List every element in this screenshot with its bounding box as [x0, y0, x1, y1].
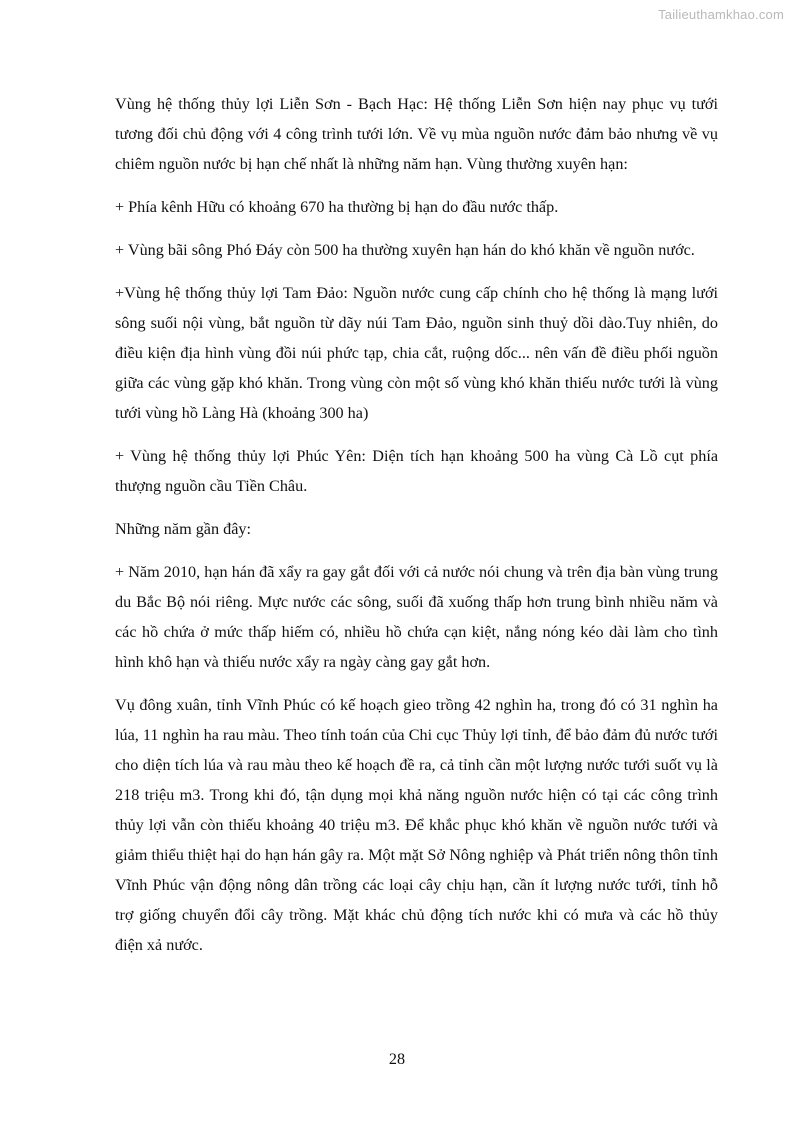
paragraph-vinh-phuc-plan: Vụ đông xuân, tỉnh Vĩnh Phúc có kế hoạch gieo trồng 42 nghìn ha, trong đó có 31 nghìn ha lúa, 11 nghìn ha rau màu. Theo tính toán của Chi cục Thủy lợi tỉnh, để bảo đảm đủ nước tưới cho diện tích lúa và rau màu theo kế hoạch đề ra, cả tỉnh cần một lượng nước tưới suốt vụ là 218 triệu m3. Trong khi đó, tận dụng mọi khả năng nguồn nước hiện có tại các công trình thủy lợi vẫn còn thiếu khoảng 40 triệu m3. Để khắc phục khó khăn về nguồn nước tưới và giảm thiểu thiệt hại do hạn hán gây ra. Một mặt Sở Nông nghiệp và Phát triển nông thôn tỉnh Vĩnh Phúc vận động nông dân trồng các loại cây chịu hạn, cần ít lượng nước tưới, tỉnh hỗ trợ giống chuyển đổi cây trồng. Mặt khác chủ động tích nước khi có mưa và các hồ thủy điện xả nước. [115, 696, 718, 954]
paragraph-phuc-yen: + Vùng hệ thống thủy lợi Phúc Yên: Diện tích hạn khoảng 500 ha vùng Cà Lồ cụt phía thượng nguồn cầu Tiền Châu. [115, 447, 718, 495]
document-body [115, 89, 718, 973]
paragraph-recent-years: Những năm gần đây: [115, 520, 251, 538]
paragraph-lien-son-bach-hac: Vùng hệ thống thủy lợi Liễn Sơn - Bạch Hạc: Hệ thống Liễn Sơn hiện nay phục vụ tưới tương đối chủ động với 4 công trình tưới lớn. Về vụ mùa nguồn nước đảm bảo nhưng về vụ chiêm nguồn nước bị hạn chế nhất là những năm hạn. Vùng thường xuyên hạn: [115, 95, 718, 173]
paragraph-pho-day: + Vùng bãi sông Phó Đáy còn 500 ha thường xuyên hạn hán do khó khăn về nguồn nước. [115, 241, 695, 259]
paragraph-tam-dao: +Vùng hệ thống thủy lợi Tam Đảo: Nguồn nước cung cấp chính cho hệ thống là mạng lưới sông suối nội vùng, bắt nguồn từ dãy núi Tam Đảo, nguồn sinh thuỷ dồi dào.Tuy nhiên, do điều kiện địa hình vùng đồi núi phức tạp, chia cắt, ruộng dốc... nên vấn đề điều phối nguồn giữa các vùng gặp khó khăn. Trong vùng còn một số vùng khó khăn thiếu nước tưới là vùng tưới vùng hồ Làng Hà (khoảng 300 ha) [115, 284, 718, 422]
watermark: Tailieuthamkhao.com [658, 7, 784, 22]
page-number: 28 [388, 1050, 406, 1068]
paragraph-kenh-huu: + Phía kênh Hữu có khoảng 670 ha thường bị hạn do đầu nước thấp. [115, 198, 559, 216]
paragraph-2010-drought: + Năm 2010, hạn hán đã xẩy ra gay gắt đối với cả nước nói chung và trên địa bàn vùng trung du Bắc Bộ nói riêng. Mực nước các sông, suối đã xuống thấp hơn trung bình nhiều năm và các hồ chứa ở mức thấp hiếm có, nhiều hồ chứa cạn kiệt, nắng nóng kéo dài làm cho tình hình khô hạn và thiếu nước xẩy ra ngày càng gay gắt hơn. [115, 563, 718, 671]
